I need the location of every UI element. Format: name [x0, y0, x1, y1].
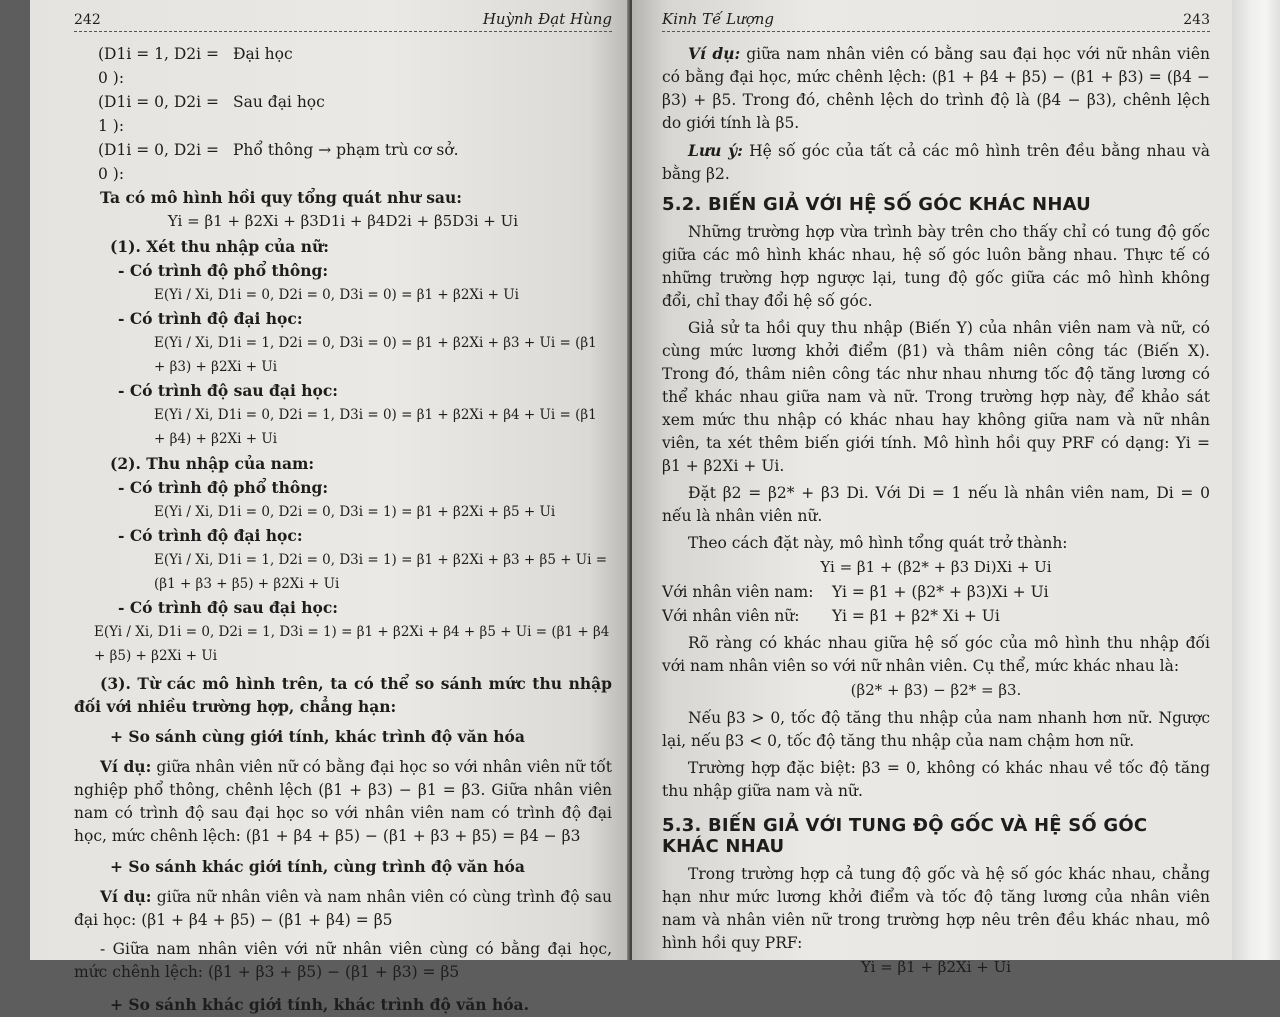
left-page-header — [74, 10, 612, 32]
section-3-paragraph: (3). Từ các mô hình trên, ta có thể so sánh mức thu nhập đối với nhiều trường hợp, chẳng hạn: — [74, 674, 612, 716]
female-university-label: - Có trình độ đại học: — [118, 309, 303, 328]
paragraph: Nếu β3 > 0, tốc độ tăng thu nhập của nam nhanh hơn nữ. Ngược lại, nếu β3 < 0, tốc độ tăng thu nhập của nam chậm hơn nữ. — [662, 709, 1210, 750]
compare-same-gender: + So sánh cùng giới tính, khác trình độ văn hóa — [110, 727, 525, 746]
page-stack-edge — [1232, 0, 1280, 960]
female-model-row: Với nhân viên nữ: Yi = β1 + β2* Xi + Ui — [662, 607, 1000, 625]
equation: (β2* + β3) − β2* = β3. — [850, 681, 1022, 699]
male-highschool-label: - Có trình độ phổ thông: — [118, 478, 329, 497]
condition-row: (D1i = 1, D2i = 0 ): Đại học — [98, 45, 293, 87]
female-highschool-label: - Có trình độ phổ thông: — [118, 261, 329, 280]
paragraph: Rõ ràng có khác nhau giữa hệ số góc của mô hình thu nhập đối với nam nhân viên so với nữ nhân viên. Cụ thể, mức khác nhau là: — [662, 634, 1210, 675]
paragraph: Theo cách đặt này, mô hình tổng quát trở thành: — [688, 534, 1068, 552]
female-postgrad-label: - Có trình độ sau đại học: — [118, 381, 338, 400]
male-postgrad-equation: E(Yi / Xi, D1i = 0, D2i = 1, D3i = 1) = β1 + β2Xi + β4 + β5 + Ui = (β1 + β4 + β5) + β2Xi + Ui — [94, 624, 610, 664]
equation: Yi = β1 + β2Xi + Ui — [860, 958, 1012, 976]
left-page — [30, 0, 630, 1014]
right-page-number: 243 — [1183, 12, 1210, 28]
condition-row: (D1i = 0, D2i = 0 ): Phổ thông → phạm trù cơ sở. — [98, 141, 459, 183]
male-university-label: - Có trình độ đại học: — [118, 526, 303, 545]
example-1: Ví dụ: giữa nhân viên nữ có bằng đại học so với nhân viên nữ tốt nghiệp phổ thông, chênh lệch (β1 + β3) − β1 = β3. Giữa nhân viên nam có trình độ sau đại học so với nhân viên nam có trình độ đại học, mức chênh lệch: (β1 + β4 + β5) − (β1 + β3 + β5) = β4 − β3 — [74, 757, 612, 845]
section-heading-5-2: 5.2. BIẾN GIẢ VỚI HỆ SỐ GÓC KHÁC NHAU — [662, 194, 1091, 215]
paragraph: Trường hợp đặc biệt: β3 = 0, không có khác nhau về tốc độ tăng thu nhập giữa nam và nữ. — [662, 759, 1210, 800]
female-highschool-equation: E(Yi / Xi, D1i = 0, D2i = 0, D3i = 0) = β1 + β2Xi + Ui — [154, 287, 519, 303]
running-header-author: Huỳnh Đạt Hùng — [482, 10, 612, 28]
right-page — [632, 0, 1232, 976]
paragraph: Giả sử ta hồi quy thu nhập (Biến Y) của nhân viên nam và nữ, có cùng mức lương khởi điểm (β1) và thâm niên công tác (Biến X). Trong đó, thâm niên công tác như nhau nhưng tốc độ tăng lương có thể khác nhau giữa nam và nữ. Trong trường hợp này, để khảo sát xem mức thu nhập có khác nhau hay không giữa nam và nữ nhân viên, ta xét thêm biến giới tính. Mô hình hồi quy PRF có dạng: Yi = β1 + β2Xi + Ui. — [662, 319, 1210, 475]
section-2-heading: (2). Thu nhập của nam: — [110, 454, 315, 473]
paragraph: Đặt β2 = β2* + β3 Di. Với Di = 1 nếu là nhân viên nam, Di = 0 nếu là nhân viên nữ. — [662, 484, 1210, 525]
paragraph: Trong trường hợp cả tung độ gốc và hệ số góc khác nhau, chẳng hạn như mức lương khởi điểm và tốc độ tăng lương của nhân viên nam và nhân viên nữ trong trường hợp nêu trên đều khác nhau, mô hình hồi quy PRF: — [662, 865, 1210, 952]
example-2: Ví dụ: giữa nữ nhân viên và nam nhân viên có cùng trình độ sau đại học: (β1 + β4 + β5) − (β1 + β4) = β5 — [74, 887, 613, 929]
female-postgrad-equation: E(Yi / Xi, D1i = 0, D2i = 1, D3i = 0) = β1 + β2Xi + β4 + Ui = (β1 + β4) + β2Xi + Ui — [154, 407, 597, 447]
left-page-number: 242 — [74, 12, 101, 28]
compare-diff-gender: + So sánh khác giới tính, cùng trình độ văn hóa — [110, 857, 525, 876]
condition-row: (D1i = 0, D2i = 1 ): Sau đại học — [98, 93, 325, 135]
example-3: Ví dụ: giữa nam nhân viên có bằng sau đại học với nữ nhân viên có bằng đại học, mức chênh lệch: (β1 + β4 + β5) − (β1 + β3) = (β4 − β3) + β5. Trong đó, chênh lệch do trình độ là (β4 − β3), chênh lệch do giới tính là β5. — [662, 44, 1211, 132]
general-equation: Yi = β1 + β2Xi + β3D1i + β4D2i + β5D3i + Ui — [167, 212, 519, 230]
compare-diff-both: + So sánh khác giới tính, khác trình độ văn hóa. — [110, 995, 529, 1014]
paragraph: Những trường hợp vừa trình bày trên cho thấy chỉ có tung độ gốc giữa các mô hình khác nhau, hệ số góc luôn bằng nhau. Thực tế có những trường hợp ngược lại, tung độ gốc giữa các mô hình không đổi, chỉ thay đổi hệ số góc. — [662, 223, 1210, 310]
right-page-header — [662, 10, 1210, 32]
example-2b: - Giữa nam nhân viên với nữ nhân viên cùng có bằng đại học, mức chênh lệch: (β1 + β3 + β5) − (β1 + β3) = β5 — [74, 940, 612, 981]
model-intro: Ta có mô hình hồi quy tổng quát như sau: — [100, 188, 462, 207]
male-highschool-equation: E(Yi / Xi, D1i = 0, D2i = 0, D3i = 1) = β1 + β2Xi + β5 + Ui — [154, 504, 556, 520]
running-header-title: Kinh Tế Lượng — [662, 10, 775, 28]
male-postgrad-label: - Có trình độ sau đại học: — [118, 598, 338, 617]
male-university-equation: E(Yi / Xi, D1i = 1, D2i = 0, D3i = 1) = β1 + β2Xi + β3 + β5 + Ui = (β1 + β3 + β5) + β2Xi + Ui — [154, 552, 608, 592]
section-heading-5-3: 5.3. BIẾN GIẢ VỚI TUNG ĐỘ GỐC VÀ HỆ SỐ GÓC KHÁC NHAU — [662, 815, 1148, 857]
male-model-row: Với nhân viên nam: Yi = β1 + (β2* + β3)Xi + Ui — [662, 583, 1049, 601]
note: Lưu ý: Hệ số góc của tất cả các mô hình trên đều bằng nhau và bằng β2. — [662, 141, 1210, 183]
section-1-heading: (1). Xét thu nhập của nữ: — [110, 237, 330, 256]
equation: Yi = β1 + (β2* + β3 Di)Xi + Ui — [820, 558, 1052, 576]
female-university-equation: E(Yi / Xi, D1i = 1, D2i = 0, D3i = 0) = β1 + β2Xi + β3 + Ui = (β1 + β3) + β2Xi + Ui — [154, 335, 597, 375]
